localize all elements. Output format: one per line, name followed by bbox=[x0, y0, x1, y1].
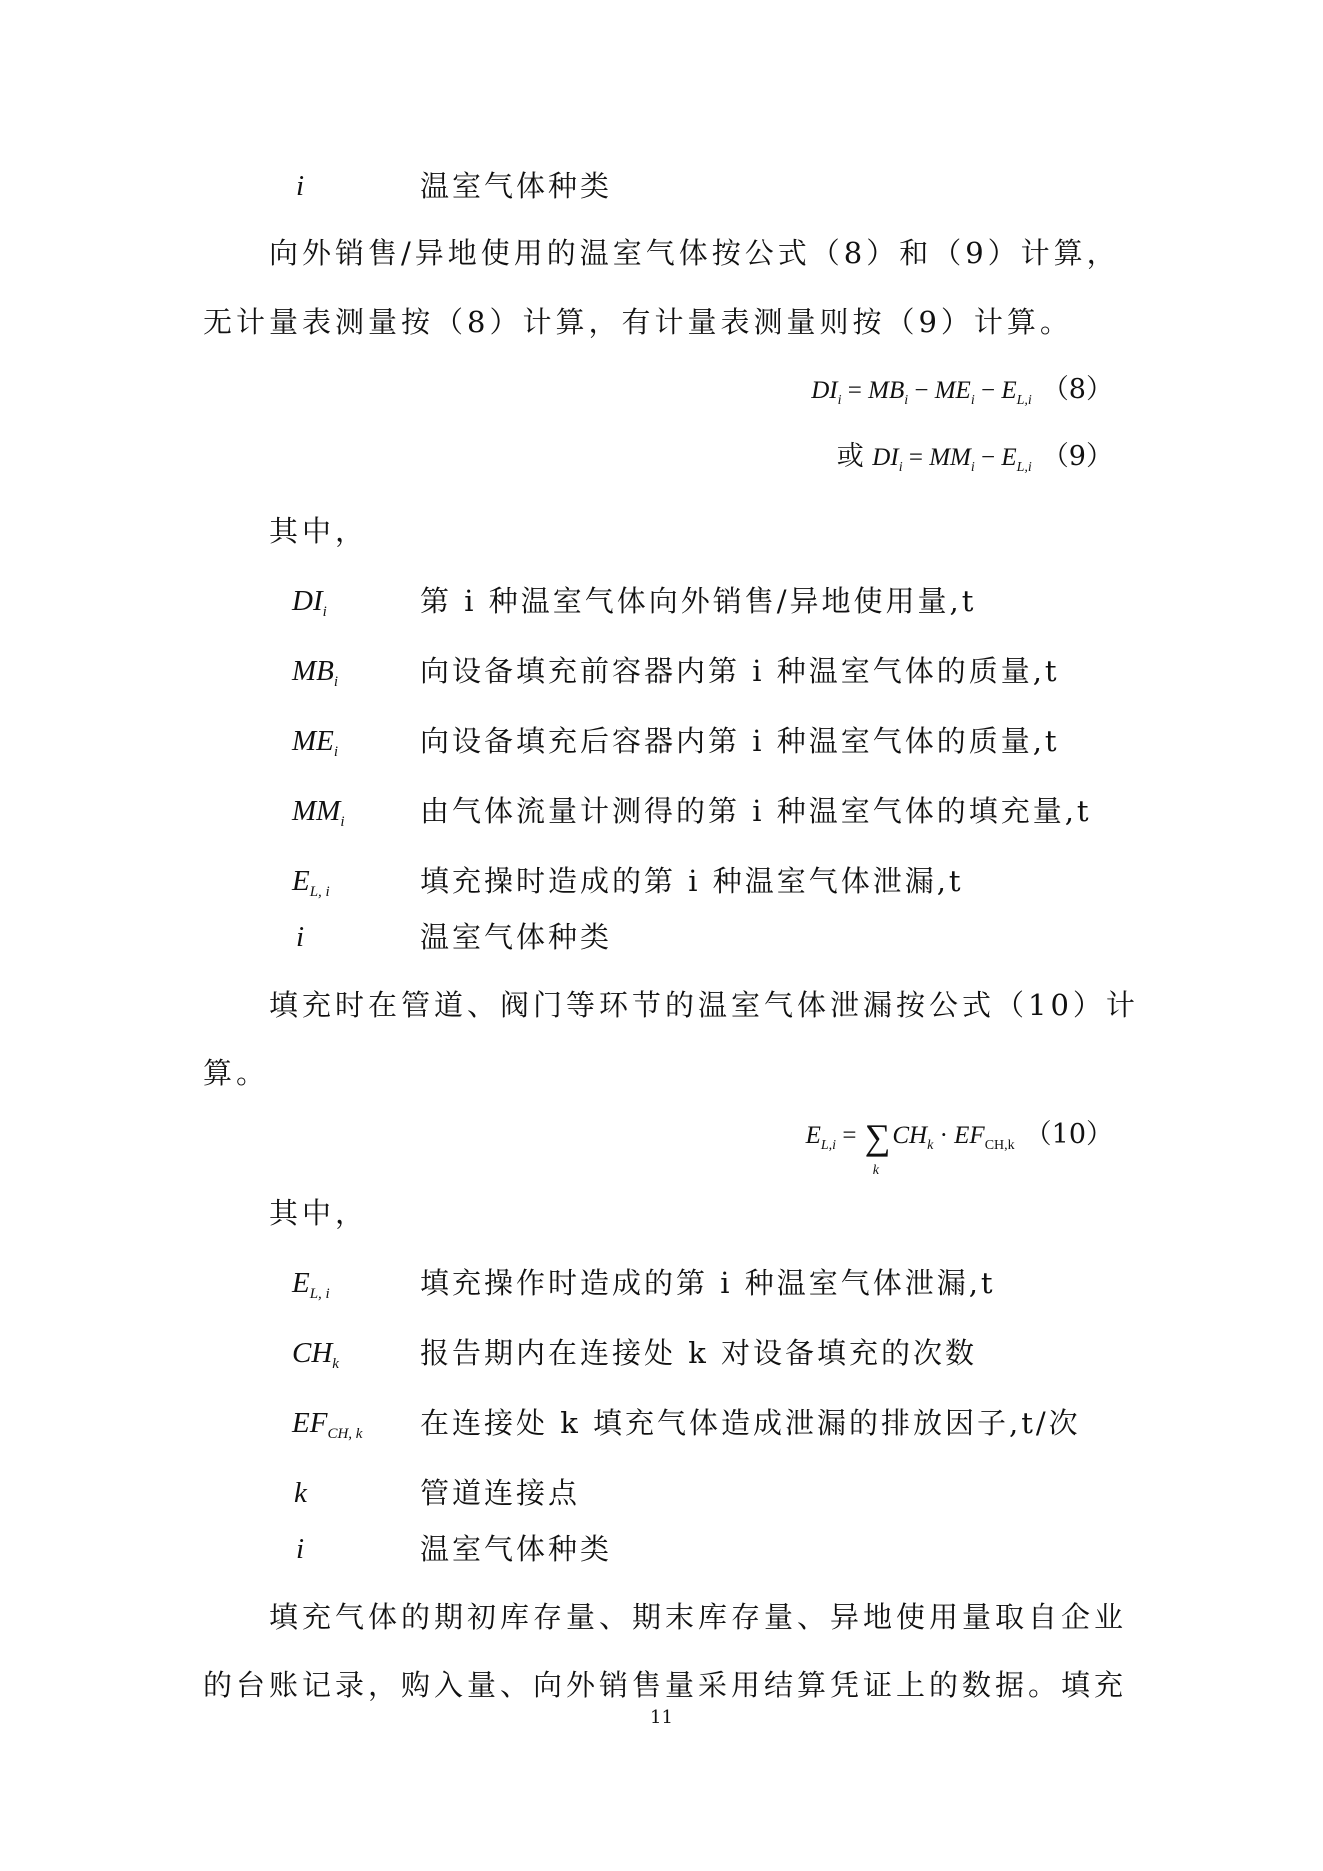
definition-desc: 第 i 种温室气体向外销售/异地使用量,t bbox=[420, 584, 977, 618]
paragraph-line: 算。 bbox=[203, 1056, 270, 1090]
paragraph-line: 的台账记录，购入量、向外销售量采用结算凭证上的数据。填充 bbox=[203, 1668, 1128, 1702]
symbol-ME: $ME_i$ bbox=[292, 725, 339, 760]
definition-desc: 报告期内在连接处 k 对设备填充的次数 bbox=[420, 1336, 978, 1370]
where-label: 其中， bbox=[269, 1196, 369, 1230]
definition-desc: 填充操时造成的第 i 种温室气体泄漏,t bbox=[420, 864, 964, 898]
paragraph-line: 填充气体的期初库存量、期末库存量、异地使用量取自企业 bbox=[269, 1600, 1128, 1634]
summation-sign: ∑ k bbox=[864, 1117, 891, 1178]
symbol-E-L-i: $E_{L, i}$ bbox=[292, 865, 330, 900]
symbol-EF: $EF_{CH, k}$ bbox=[292, 1407, 363, 1442]
paragraph-line: 填充时在管道、阀门等环节的温室气体泄漏按公式（10）计 bbox=[269, 988, 1139, 1022]
symbol-DI: $DI_i$ bbox=[292, 585, 327, 620]
formula-number: （9） bbox=[1041, 441, 1113, 472]
definition-desc: 在连接处 k 填充气体造成泄漏的排放因子,t/次 bbox=[420, 1406, 1081, 1440]
definition-desc: 温室气体种类 bbox=[420, 920, 613, 954]
definition-desc: 管道连接点 bbox=[420, 1476, 581, 1510]
paragraph-line: 向外销售/异地使用的温室气体按公式（8）和（9）计算， bbox=[269, 236, 1120, 270]
formula-8: $DI_i = MB_i - ME_i - E_{L,i}$ （8） bbox=[811, 374, 1113, 408]
symbol-MB: $MB_i$ bbox=[292, 655, 339, 690]
formula-number: （8） bbox=[1041, 374, 1113, 405]
symbol-E-L-i: $E_{L, i}$ bbox=[292, 1267, 330, 1302]
formula-10: $E_{L,i}$ = ∑ k $CH_k \cdot EF_{CH,k}$ （10） bbox=[805, 1117, 1113, 1178]
paragraph-line: 无计量表测量按（8）计算，有计量表测量则按（9）计算。 bbox=[203, 305, 1073, 339]
symbol-i: i bbox=[296, 1533, 305, 1565]
definition-desc: 温室气体种类 bbox=[420, 169, 613, 203]
definition-desc: 向设备填充后容器内第 i 种温室气体的质量,t bbox=[420, 724, 1060, 758]
page-number: 11 bbox=[650, 1707, 673, 1728]
formula-9: 或 $DI_i = MM_i - E_{L,i}$ （9） bbox=[836, 441, 1113, 475]
symbol-i: i bbox=[296, 170, 305, 202]
definition-desc: 向设备填充前容器内第 i 种温室气体的质量,t bbox=[420, 654, 1060, 688]
symbol-MM: $MM_i$ bbox=[292, 795, 345, 830]
formula-number: （10） bbox=[1024, 1119, 1113, 1150]
symbol-CH: $CH_k$ bbox=[292, 1337, 339, 1372]
where-label: 其中， bbox=[269, 514, 369, 548]
definition-desc: 填充操作时造成的第 i 种温室气体泄漏,t bbox=[420, 1266, 996, 1300]
definition-desc: 由气体流量计测得的第 i 种温室气体的填充量,t bbox=[420, 794, 1092, 828]
definition-desc: 温室气体种类 bbox=[420, 1532, 613, 1566]
symbol-k: k bbox=[294, 1477, 307, 1509]
symbol-i: i bbox=[296, 921, 305, 953]
